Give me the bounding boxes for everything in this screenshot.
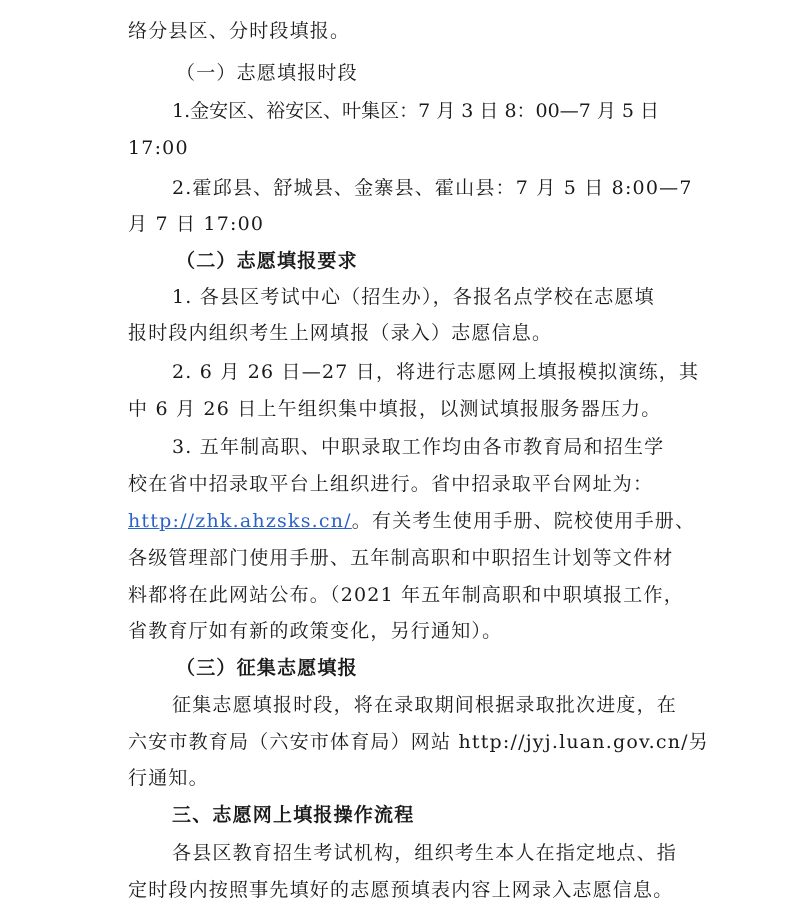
text-line: 2. 6 月 26 日—27 日，将进行志愿网上填报模拟演练，其 [172,361,700,383]
text-line: 17:00 [128,137,189,159]
text-line: 3. 五年制高职、中职录取工作均由各市教育局和招生学 [172,436,665,458]
text-line: 征集志愿填报时段，将在录取期间根据录取批次进度，在 [172,694,678,716]
text-line: 2.霍邱县、舒城县、金寨县、霍山县：7 月 5 日 8:00—7 [172,177,693,199]
text-line: 省教育厅如有新的政策变化，另行通知）。 [128,620,503,642]
text-line: 六安市教育局（六安市体育局）网站 http://jyj.luan.gov.cn/另 [128,731,709,753]
section-heading-2: （二）志愿填报要求 [176,250,358,272]
text-line: 络分县区、分时段填报。 [128,20,351,42]
text-run: 1.金安区、裕安区、叶集区：7 月 3 日 8：00—7 月 5 日 [172,100,660,122]
text-line: 月 7 日 17:00 [128,213,265,235]
text-line: 中 6 月 26 日上午组织集中填报，以测试填报服务器压力。 [128,398,662,420]
text-line [128,509,695,533]
text-line: 报时段内组织考生上网填报（录入）志愿信息。 [128,322,553,344]
text-line: 各县区教育招生考试机构，组织考生本人在指定地点、指 [172,842,678,864]
text-line: 定时段内按照事先填好的志愿预填表内容上网录入志愿信息。 [128,879,674,901]
text-line [172,99,694,123]
section-heading-1: （一）志愿填报时段 [176,62,358,84]
text-line: 1. 各县区考试中心（招生办），各报名点学校在志愿填 [172,286,655,308]
text-line: 料都将在此网站公布。（2021 年五年制高职和中职填报工作， [128,584,684,606]
text-line: 各级管理部门使用手册、五年制高职和中职招生计划等文件材 [128,547,674,569]
section-heading-main: 三、志愿网上填报操作流程 [172,804,415,826]
text-line: 校在省中招录取平台上组织进行。省中招录取平台网址为： [128,473,654,495]
text-run: 。有关考生使用手册、院校使用手册、 [351,510,696,532]
section-heading-3: （三）征集志愿填报 [176,657,358,679]
text-line: 行通知。 [128,767,209,789]
platform-url-link[interactable]: http://zhk.ahzsks.cn/ [128,510,352,532]
